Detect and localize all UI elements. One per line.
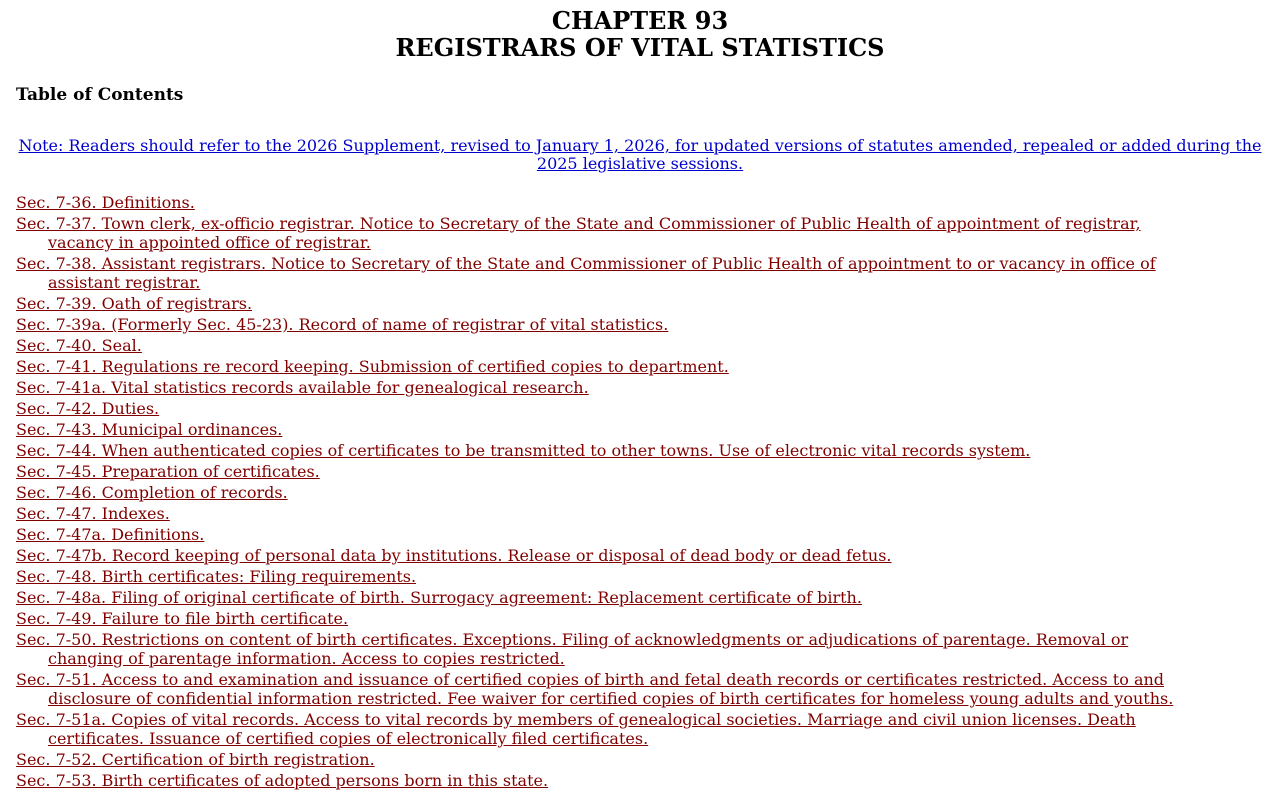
toc-section-link[interactable]: Sec. 7-46. Completion of records.	[16, 483, 288, 502]
toc-section-link[interactable]: Sec. 7-47b. Record keeping of personal data by institutions. Release or disposal of dead body or dead fetus.	[16, 546, 892, 565]
toc-section-link[interactable]: Sec. 7-39a. (Formerly Sec. 45-23). Record of name of registrar of vital statistics.	[16, 315, 669, 334]
toc-section-link[interactable]: Sec. 7-47. Indexes.	[16, 504, 170, 523]
toc-section-link[interactable]: Sec. 7-40. Seal.	[16, 336, 142, 355]
toc-section-list	[16, 193, 1176, 790]
toc-section-link[interactable]: Sec. 7-45. Preparation of certificates.	[16, 462, 320, 481]
toc-section-link[interactable]: Sec. 7-36. Definitions.	[16, 193, 195, 212]
toc-section-link[interactable]: Sec. 7-48. Birth certificates: Filing requirements.	[16, 567, 417, 586]
toc-section-link[interactable]: Sec. 7-53. Birth certificates of adopted persons born in this state.	[16, 771, 549, 790]
chapter-number: CHAPTER 93	[551, 6, 729, 35]
toc-section-link[interactable]: Sec. 7-37. Town clerk, ex-officio registrar. Notice to Secretary of the State and Commissioner of Public Health of appointment of registrar, vacancy in appointed office of registrar.	[16, 214, 1141, 252]
toc-section-link[interactable]: Sec. 7-43. Municipal ordinances.	[16, 420, 283, 439]
toc-section-link[interactable]: Sec. 7-41a. Vital statistics records available for genealogical research.	[16, 378, 589, 397]
toc-section-link[interactable]: Sec. 7-42. Duties.	[16, 399, 160, 418]
toc-section-link[interactable]: Sec. 7-48a. Filing of original certificate of birth. Surrogacy agreement: Replacement certificate of birth.	[16, 588, 862, 607]
chapter-title: REGISTRARS OF VITAL STATISTICS	[395, 33, 885, 62]
toc-section-link[interactable]: Sec. 7-41. Regulations re record keeping. Submission of certified copies to department.	[16, 357, 729, 376]
toc-section-link[interactable]: Sec. 7-50. Restrictions on content of birth certificates. Exceptions. Filing of acknowledgments or adjudications of parentage. Removal or changing of parentage information. Access to copies restricted.	[16, 630, 1129, 668]
toc-section-link[interactable]: Sec. 7-51. Access to and examination and issuance of certified copies of birth and fetal death records or certificates restricted. Access to and disclosure of confidential information restricted. Fee waiver for certified copies of birth certificates for homeless young adults and youths.	[16, 670, 1174, 708]
toc-section-link[interactable]: Sec. 7-52. Certification of birth registration.	[16, 750, 375, 769]
chapter-header	[16, 0, 1264, 61]
supplement-note	[16, 137, 1264, 173]
toc-section-link[interactable]: Sec. 7-49. Failure to file birth certificate.	[16, 609, 349, 628]
toc-section-link[interactable]: Sec. 7-39. Oath of registrars.	[16, 294, 253, 313]
toc-section-link[interactable]: Sec. 7-51a. Copies of vital records. Access to vital records by members of genealogical societies. Marriage and civil union licenses. Death certificates. Issuance of certified copies of electronically filed certificates.	[16, 710, 1136, 748]
toc-section-link[interactable]: Sec. 7-47a. Definitions.	[16, 525, 205, 544]
toc-section-link[interactable]: Sec. 7-44. When authenticated copies of certificates to be transmitted to other towns. Use of electronic vital records system.	[16, 441, 1031, 460]
toc-heading: Table of Contents	[16, 85, 184, 105]
supplement-note-link[interactable]: Note: Readers should refer to the 2026 Supplement, revised to January 1, 2026, for updated versions of statutes amended, repealed or added during the 2025 legislative sessions.	[18, 136, 1262, 173]
toc-section-link[interactable]: Sec. 7-38. Assistant registrars. Notice to Secretary of the State and Commissioner of Public Health of appointment to or vacancy in office of assistant registrar.	[16, 254, 1156, 292]
